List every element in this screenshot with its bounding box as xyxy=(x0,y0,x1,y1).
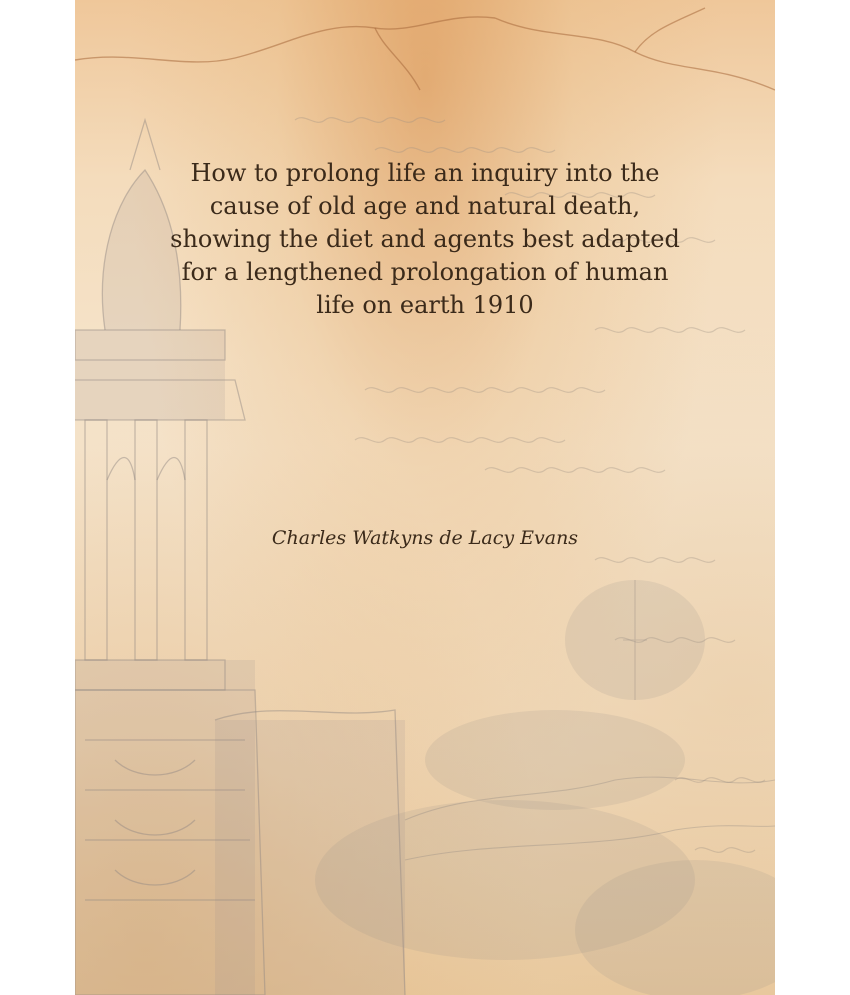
book-title xyxy=(135,157,715,322)
title-line: for a lengthened prolongation of human xyxy=(181,258,669,286)
title-line: life on earth 1910 xyxy=(316,291,534,319)
title-line: showing the diet and agents best adapted xyxy=(170,225,680,253)
book-author: Charles Watkyns de Lacy Evans xyxy=(271,527,579,549)
cover-background-illustration xyxy=(75,0,775,995)
title-line: cause of old age and natural death, xyxy=(209,192,641,220)
title-line: How to prolong life an inquiry into the xyxy=(190,159,660,187)
paper-cracks xyxy=(75,8,775,90)
book-cover xyxy=(75,0,775,995)
